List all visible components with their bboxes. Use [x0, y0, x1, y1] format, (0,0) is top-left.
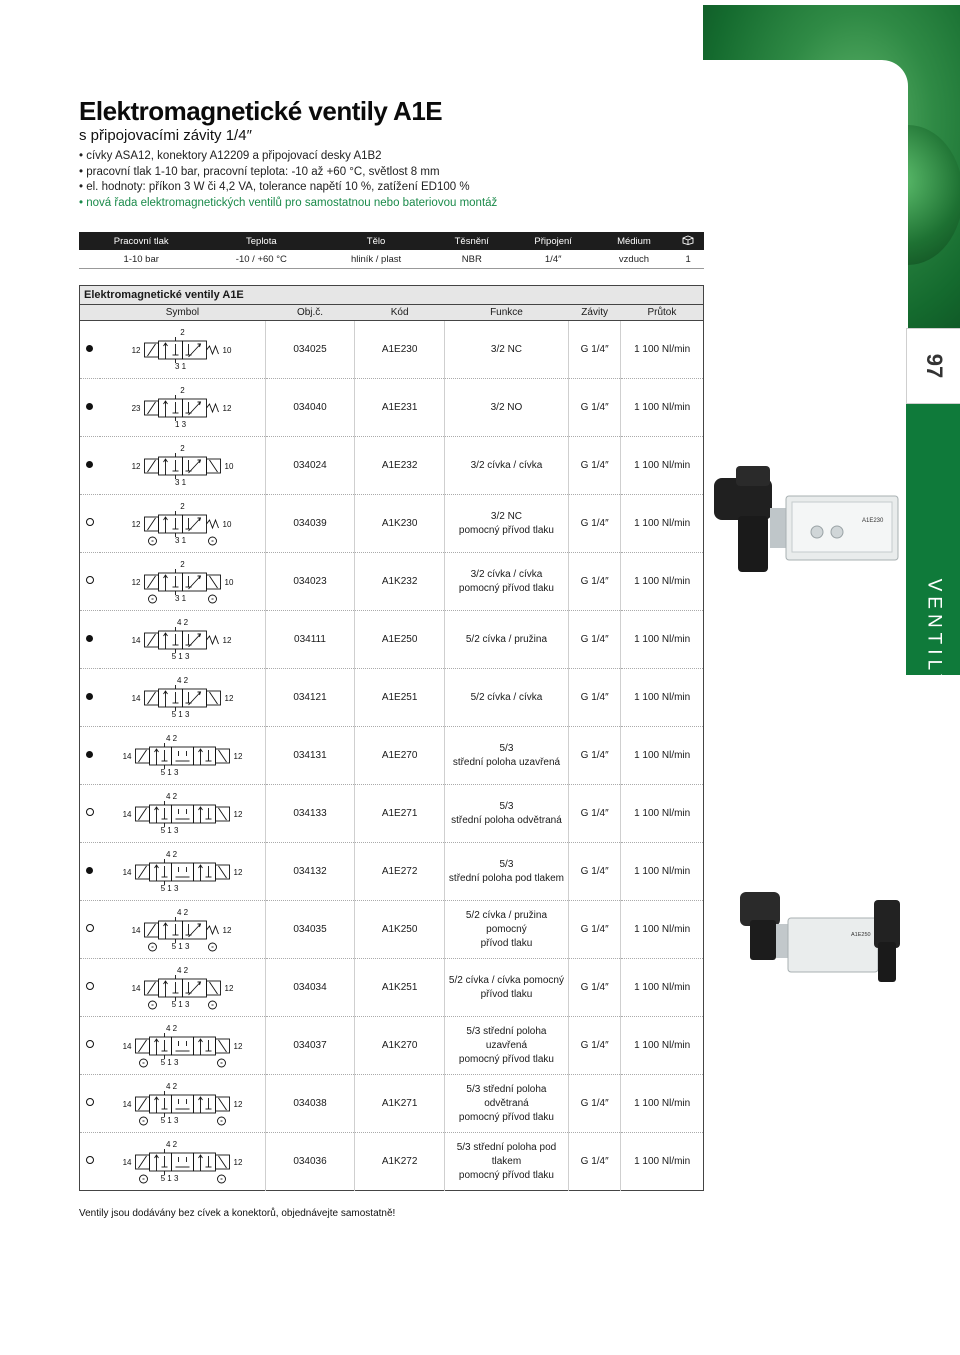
flow-cell: 1 100 Nl/min [621, 321, 704, 379]
symbol-port-label: 12 [224, 983, 234, 993]
function-cell [444, 379, 568, 437]
symbol-port-label: 5 1 3 [160, 1115, 179, 1125]
flow-cell: 1 100 Nl/min [621, 785, 704, 843]
product-table-body [80, 286, 704, 1191]
code-cell: A1K272 [355, 1133, 445, 1191]
table-row [80, 1017, 704, 1075]
symbol-port-label: 12 [222, 403, 232, 413]
availability-cell [80, 553, 100, 611]
order-dot-icon [86, 518, 94, 526]
valve-symbol [100, 729, 265, 783]
table-row [80, 669, 704, 727]
order-number-cell: 034025 [265, 321, 355, 379]
availability-cell [80, 437, 100, 495]
symbol-cell [100, 785, 266, 843]
symbol-cell [100, 901, 266, 959]
table-row [80, 727, 704, 785]
symbol-port-label: 2 [179, 501, 185, 511]
function-line: 3/2 NC [490, 343, 523, 355]
symbol-port-label: 14 [122, 809, 132, 819]
symbol-port-label: 3 1 [174, 477, 186, 487]
valve-symbol [100, 1019, 265, 1073]
symbol-port-label: 12 [131, 345, 141, 355]
thread-cell: G 1/4″ [568, 321, 620, 379]
symbol-port-label: 5 1 3 [171, 709, 190, 719]
symbol-cell [100, 437, 266, 495]
valve-symbol [100, 787, 265, 841]
symbol-cell [100, 611, 266, 669]
symbol-port-label: 12 [233, 1041, 243, 1051]
col-header-obj: Obj.č. [265, 305, 355, 321]
order-number-cell: 034034 [265, 959, 355, 1017]
order-dot-icon [86, 1040, 94, 1048]
symbol-port-label: 14 [122, 1041, 132, 1051]
function-cell [444, 553, 568, 611]
symbol-port-label: 5 1 3 [160, 1057, 179, 1067]
availability-cell [80, 843, 100, 901]
symbol-port-label: 4 2 [165, 1081, 177, 1091]
code-cell: A1E232 [355, 437, 445, 495]
function-cell [444, 843, 568, 901]
table-row [80, 1133, 704, 1191]
flow-cell: 1 100 Nl/min [621, 611, 704, 669]
symbol-port-label: 12 [233, 867, 243, 877]
symbol-port-label: 14 [122, 1157, 132, 1167]
thread-cell: G 1/4″ [568, 379, 620, 437]
stock-dot-icon [86, 403, 93, 410]
table-row [80, 959, 704, 1017]
symbol-port-label: 10 [222, 519, 232, 529]
symbol-port-label: 2 [179, 385, 185, 395]
stock-dot-icon [86, 635, 93, 642]
symbol-cell [100, 727, 266, 785]
valve-symbol [100, 439, 265, 493]
valve-symbol [100, 497, 265, 551]
thread-cell: G 1/4″ [568, 495, 620, 553]
symbol-cell [100, 843, 266, 901]
col-header-symbol: Symbol [100, 305, 266, 321]
col-header-funkce: Funkce [444, 305, 568, 321]
symbol-port-label: 12 [222, 925, 232, 935]
function-cell [444, 959, 568, 1017]
valve-symbol [100, 903, 265, 957]
symbol-port-label: 5 1 3 [171, 941, 190, 951]
section-label-box [906, 520, 960, 750]
thread-cell: G 1/4″ [568, 437, 620, 495]
valve-symbol [100, 671, 265, 725]
valve-symbol [100, 381, 265, 435]
spec-header: Pracovní tlak [79, 232, 203, 250]
symbol-port-label: 12 [233, 809, 243, 819]
order-number-cell: 034038 [265, 1075, 355, 1133]
function-line: 5/3 střední poloha uzavřená [466, 1025, 547, 1051]
code-cell: A1E250 [355, 611, 445, 669]
symbol-port-label: 4 2 [176, 907, 188, 917]
availability-cell [80, 727, 100, 785]
valve-symbol [100, 555, 265, 609]
flow-cell: 1 100 Nl/min [621, 959, 704, 1017]
spec-header: Teplota [203, 232, 319, 250]
symbol-port-label: 12 [233, 1157, 243, 1167]
symbol-port-label: 2 [179, 327, 185, 337]
symbol-cell [100, 1017, 266, 1075]
function-cell [444, 611, 568, 669]
function-line: 3/2 NO [490, 401, 523, 413]
order-dot-icon [86, 1098, 94, 1106]
thread-cell: G 1/4″ [568, 611, 620, 669]
symbol-port-label: 14 [131, 925, 141, 935]
package-icon [672, 232, 704, 250]
table-row [80, 553, 704, 611]
flow-cell: 1 100 Nl/min [621, 843, 704, 901]
spec-header: Připojení [511, 232, 596, 250]
code-cell: A1E270 [355, 727, 445, 785]
flow-cell: 1 100 Nl/min [621, 1017, 704, 1075]
order-dot-icon [86, 982, 94, 990]
symbol-port-label: 12 [233, 1099, 243, 1109]
symbol-cell [100, 379, 266, 437]
stock-dot-icon [86, 693, 93, 700]
symbol-port-label: 4 2 [176, 617, 188, 627]
order-number-cell: 034023 [265, 553, 355, 611]
function-line: pomocný přívod tlaku [458, 1053, 554, 1065]
symbol-cell [100, 1133, 266, 1191]
function-line: 5/2 cívka / pružina pomocný [465, 909, 548, 935]
function-line: pomocný přívod tlaku [458, 1111, 554, 1123]
spec-value: NBR [433, 250, 511, 269]
availability-cell [80, 321, 100, 379]
function-line: střední poloha odvětraná [451, 814, 562, 826]
availability-cell [80, 495, 100, 553]
symbol-port-label: 10 [222, 345, 232, 355]
spec-value: vzduch [596, 250, 673, 269]
function-cell [444, 727, 568, 785]
thread-cell: G 1/4″ [568, 1017, 620, 1075]
function-line: 5/3 [499, 858, 514, 870]
order-number-cell: 034133 [265, 785, 355, 843]
function-line: 5/2 cívka / pružina [465, 633, 548, 645]
symbol-port-label: 23 [131, 403, 141, 413]
flow-cell: 1 100 Nl/min [621, 669, 704, 727]
availability-cell [80, 1075, 100, 1133]
code-cell: A1E272 [355, 843, 445, 901]
availability-cell [80, 1017, 100, 1075]
symbol-port-label: 5 1 3 [171, 999, 190, 1009]
code-cell: A1K250 [355, 901, 445, 959]
flow-cell: 1 100 Nl/min [621, 1133, 704, 1191]
spec-value-row [79, 250, 704, 269]
valve-symbol [100, 1077, 265, 1131]
order-number-cell: 034132 [265, 843, 355, 901]
order-number-cell: 034111 [265, 611, 355, 669]
symbol-port-label: 5 1 3 [160, 883, 179, 893]
symbol-port-label: 14 [131, 983, 141, 993]
function-line: 5/3 střední poloha odvětraná [466, 1083, 547, 1109]
code-cell: A1K230 [355, 495, 445, 553]
function-cell [444, 437, 568, 495]
valve-symbol [100, 323, 265, 377]
order-dot-icon [86, 924, 94, 932]
table-row [80, 785, 704, 843]
function-cell [444, 669, 568, 727]
stock-dot-icon [86, 867, 93, 874]
symbol-cell [100, 321, 266, 379]
valve-symbol [100, 845, 265, 899]
table-row [80, 321, 704, 379]
availability-cell [80, 1133, 100, 1191]
availability-cell [80, 901, 100, 959]
col-header-prutok: Průtok [621, 305, 704, 321]
symbol-port-label: 10 [224, 461, 234, 471]
col-header-zavity: Závity [568, 305, 620, 321]
code-cell: A1K251 [355, 959, 445, 1017]
feature-item: • el. hodnoty: příkon 3 W či 4,2 VA, tolerance napětí 10 %, zatížení ED100 % [79, 180, 497, 196]
table-row [80, 437, 704, 495]
order-number-cell: 034039 [265, 495, 355, 553]
table-caption-row [80, 286, 704, 305]
feature-item-highlight: • nová řada elektromagnetických ventilů pro samostatnou nebo bateriovou montáž [79, 196, 497, 212]
table-row [80, 901, 704, 959]
stock-dot-icon [86, 751, 93, 758]
symbol-port-label: 4 2 [165, 849, 177, 859]
symbol-port-label: 3 1 [174, 593, 186, 603]
page-number: 97 [921, 353, 947, 379]
page-number-box [906, 328, 960, 404]
order-number-cell: 034037 [265, 1017, 355, 1075]
stock-dot-icon [86, 461, 93, 468]
order-number-cell: 034024 [265, 437, 355, 495]
spec-table [79, 232, 704, 269]
availability-cell [80, 959, 100, 1017]
order-dot-icon [86, 808, 94, 816]
function-line: pomocný přívod tlaku [458, 1169, 554, 1181]
header-photo [703, 5, 960, 330]
symbol-port-label: 4 2 [165, 1023, 177, 1033]
table-row [80, 379, 704, 437]
function-line: 5/3 [499, 742, 514, 754]
symbol-port-label: 4 2 [165, 733, 177, 743]
order-number-cell: 034036 [265, 1133, 355, 1191]
symbol-port-label: 14 [122, 1099, 132, 1109]
thread-cell: G 1/4″ [568, 1133, 620, 1191]
spec-header: Médium [596, 232, 673, 250]
table-row [80, 611, 704, 669]
symbol-port-label: 10 [224, 577, 234, 587]
spec-header: Těsnění [433, 232, 511, 250]
symbol-port-label: 5 1 3 [160, 767, 179, 777]
order-number-cell: 034131 [265, 727, 355, 785]
order-number-cell: 034040 [265, 379, 355, 437]
page-subtitle: s připojovacími závity 1/4″ [79, 127, 252, 144]
page-title: Elektromagnetické ventily A1E [79, 96, 443, 126]
function-line: přívod tlaku [480, 937, 533, 949]
code-cell: A1E271 [355, 785, 445, 843]
flow-cell: 1 100 Nl/min [621, 495, 704, 553]
availability-cell [80, 785, 100, 843]
table-row [80, 1075, 704, 1133]
spec-value: 1-10 bar [79, 250, 203, 269]
spec-header-row [79, 232, 704, 250]
symbol-port-label: 2 [179, 559, 185, 569]
spec-header: Tělo [319, 232, 433, 250]
function-cell [444, 1017, 568, 1075]
code-cell: A1K232 [355, 553, 445, 611]
symbol-port-label: 2 [179, 443, 185, 453]
thread-cell: G 1/4″ [568, 1075, 620, 1133]
symbol-port-label: 4 2 [176, 965, 188, 975]
feature-item: • pracovní tlak 1-10 bar, pracovní teplota: -10 až +60 °C, světlost 8 mm [79, 165, 497, 181]
symbol-port-label: 4 2 [165, 791, 177, 801]
function-line: 3/2 cívka / cívka [470, 568, 543, 580]
symbol-port-label: 5 1 3 [160, 825, 179, 835]
valve-symbol [100, 1135, 265, 1189]
product-label: A1E250 [851, 932, 871, 938]
thread-cell: G 1/4″ [568, 553, 620, 611]
symbol-port-label: 14 [131, 693, 141, 703]
table-row [80, 843, 704, 901]
symbol-port-label: 14 [122, 867, 132, 877]
symbol-port-label: 12 [224, 693, 234, 703]
flow-cell: 1 100 Nl/min [621, 727, 704, 785]
valve-symbol [100, 961, 265, 1015]
function-line: pomocný přívod tlaku [458, 582, 554, 594]
function-cell [444, 1133, 568, 1191]
feature-item: • cívky ASA12, konektory A12209 a připojovací desky A1B2 [79, 149, 497, 165]
symbol-cell [100, 959, 266, 1017]
function-line: 5/2 cívka / cívka [470, 691, 543, 703]
table-row [80, 495, 704, 553]
symbol-port-label: 5 1 3 [160, 1173, 179, 1183]
function-cell [444, 321, 568, 379]
spec-value: 1 [672, 250, 704, 269]
symbol-port-label: 5 1 3 [171, 651, 190, 661]
function-line: 5/3 [499, 800, 514, 812]
order-dot-icon [86, 576, 94, 584]
code-cell: A1K270 [355, 1017, 445, 1075]
symbol-port-label: 3 1 [174, 361, 186, 371]
function-line: pomocný přívod tlaku [458, 524, 554, 536]
table-header-row [80, 305, 704, 321]
thread-cell: G 1/4″ [568, 669, 620, 727]
symbol-cell [100, 669, 266, 727]
flow-cell: 1 100 Nl/min [621, 1075, 704, 1133]
code-cell: A1E231 [355, 379, 445, 437]
section-label: VENTILY [923, 578, 944, 692]
function-line: přívod tlaku [480, 988, 533, 1000]
order-dot-icon [86, 1156, 94, 1164]
function-cell [444, 495, 568, 553]
symbol-port-label: 3 1 [174, 535, 186, 545]
product-label: A1E230 [862, 518, 884, 524]
thread-cell: G 1/4″ [568, 843, 620, 901]
valve-product-image-2 [736, 890, 906, 990]
function-line: 3/2 cívka / cívka [470, 459, 543, 471]
availability-cell [80, 669, 100, 727]
flow-cell: 1 100 Nl/min [621, 379, 704, 437]
spec-value: hliník / plast [319, 250, 433, 269]
symbol-port-label: 12 [131, 577, 141, 587]
feature-list [79, 149, 497, 211]
function-cell [444, 1075, 568, 1133]
stock-dot-icon [86, 345, 93, 352]
thread-cell: G 1/4″ [568, 785, 620, 843]
symbol-port-label: 14 [131, 635, 141, 645]
col-header-kod: Kód [355, 305, 445, 321]
symbol-port-label: 4 2 [165, 1139, 177, 1149]
package-icon-svg [681, 235, 695, 245]
order-number-cell: 034035 [265, 901, 355, 959]
symbol-port-label: 12 [131, 461, 141, 471]
flow-cell: 1 100 Nl/min [621, 437, 704, 495]
valve-symbol [100, 613, 265, 667]
spec-value: -10 / +60 °C [203, 250, 319, 269]
function-cell [444, 785, 568, 843]
symbol-port-label: 14 [122, 751, 132, 761]
symbol-port-label: 12 [233, 751, 243, 761]
code-cell: A1E230 [355, 321, 445, 379]
code-cell: A1K271 [355, 1075, 445, 1133]
symbol-port-label: 12 [222, 635, 232, 645]
function-line: střední poloha pod tlakem [448, 872, 564, 884]
symbol-cell [100, 495, 266, 553]
spec-value: 1/4″ [511, 250, 596, 269]
symbol-cell [100, 1075, 266, 1133]
symbol-cell [100, 553, 266, 611]
symbol-port-label: 12 [131, 519, 141, 529]
function-line: 5/3 střední poloha pod tlakem [456, 1141, 557, 1167]
availability-cell [80, 379, 100, 437]
function-cell [444, 901, 568, 959]
flow-cell: 1 100 Nl/min [621, 553, 704, 611]
thread-cell: G 1/4″ [568, 901, 620, 959]
order-number-cell: 034121 [265, 669, 355, 727]
footnote: Ventily jsou dodávány bez cívek a konektorů, objednávejte samostatně! [79, 1208, 396, 1219]
product-table [79, 285, 704, 1191]
valve-product-image [712, 462, 902, 582]
function-line: 3/2 NC [490, 510, 523, 522]
thread-cell: G 1/4″ [568, 959, 620, 1017]
symbol-port-label: 1 3 [174, 419, 186, 429]
function-line: střední poloha uzavřená [452, 756, 561, 768]
function-line: 5/2 cívka / cívka pomocný [448, 974, 564, 986]
table-caption: Elektromagnetické ventily A1E [80, 286, 704, 305]
symbol-port-label: 4 2 [176, 675, 188, 685]
flow-cell: 1 100 Nl/min [621, 901, 704, 959]
thread-cell: G 1/4″ [568, 727, 620, 785]
code-cell: A1E251 [355, 669, 445, 727]
availability-cell [80, 611, 100, 669]
